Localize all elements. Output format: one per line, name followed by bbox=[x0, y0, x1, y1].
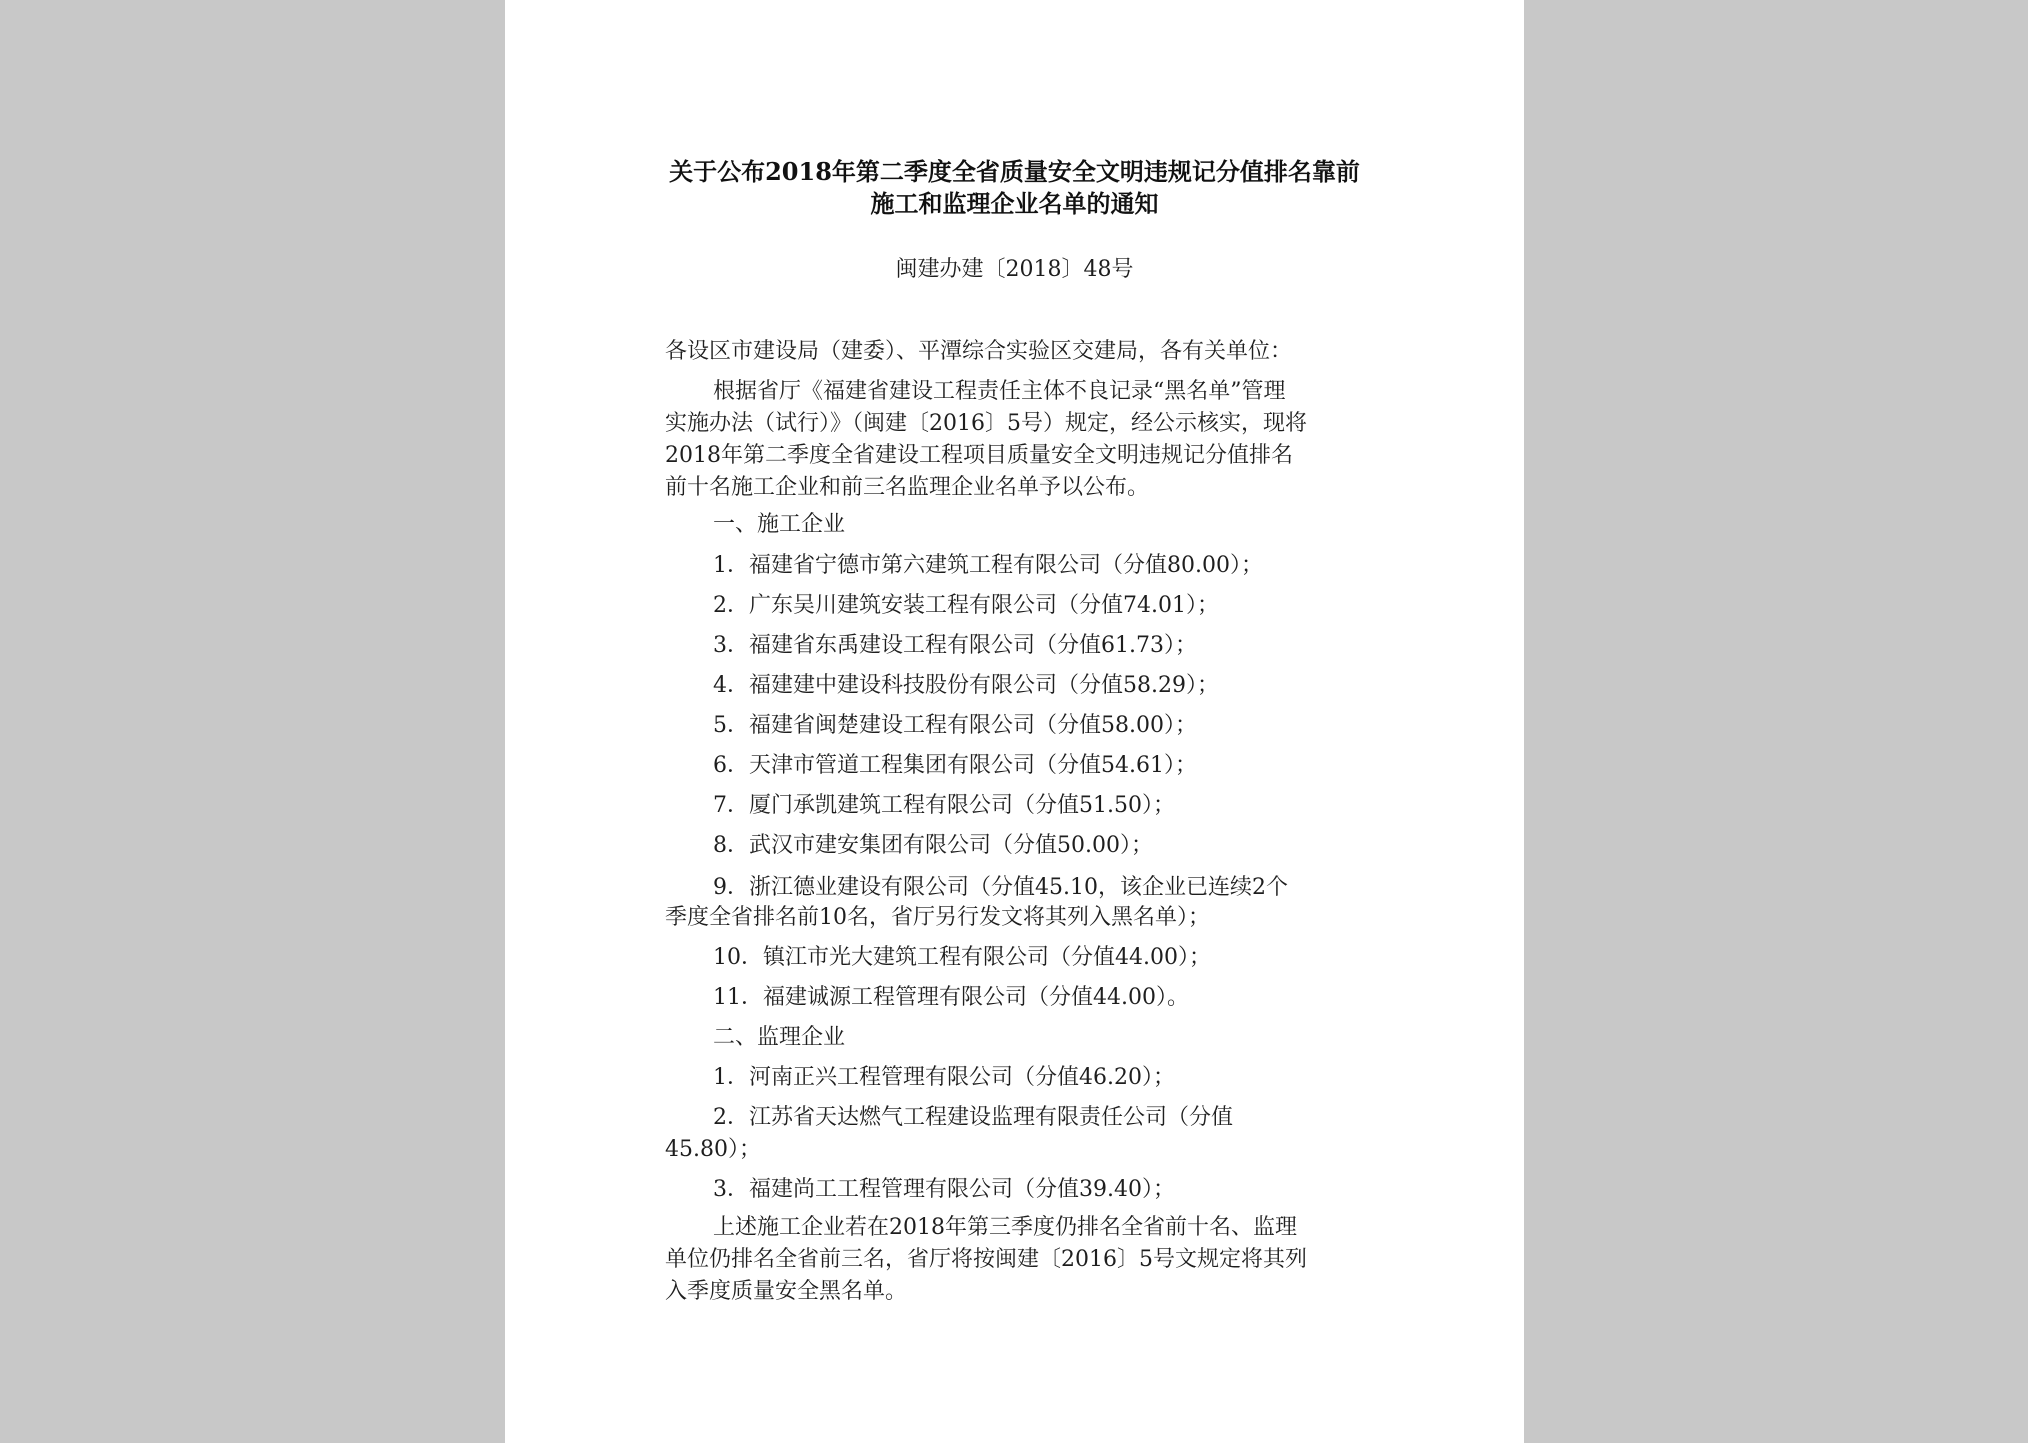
intro-line: 前十名施工企业和前三名监理企业名单予以公布。 bbox=[665, 475, 1150, 500]
list-item: 2．江苏省天达燃气工程建设监理有限责任公司（分值 bbox=[713, 1105, 1233, 1130]
document-number: 闽建办建〔2018〕48号 bbox=[895, 257, 1134, 282]
salutation: 各设区市建设局（建委）、平潭综合实验区交建局，各有关单位： bbox=[665, 339, 1293, 364]
section-heading-supervision: 二、监理企业 bbox=[713, 1025, 846, 1050]
list-item: 2．广东吴川建筑安装工程有限公司（分值74.01）； bbox=[713, 593, 1219, 618]
list-item: 8．武汉市建安集团有限公司（分值50.00）； bbox=[713, 833, 1153, 858]
closing-line: 单位仍排名全省前三名，省厅将按闽建〔2016〕5号文规定将其列 bbox=[665, 1247, 1307, 1272]
closing-line: 入季度质量安全黑名单。 bbox=[665, 1279, 908, 1304]
list-item: 5．福建省闽楚建设工程有限公司（分值58.00）； bbox=[713, 713, 1197, 738]
list-item: 6．天津市管道工程集团有限公司（分值54.61）； bbox=[713, 753, 1197, 778]
list-item: 4．福建建中建设科技股份有限公司（分值58.29）； bbox=[713, 673, 1219, 698]
list-item: 11．福建诚源工程管理有限公司（分值44.00）。 bbox=[713, 985, 1189, 1010]
list-item: 7．厦门承凯建筑工程有限公司（分值51.50）； bbox=[713, 793, 1175, 818]
list-item: 10．镇江市光大建筑工程有限公司（分值44.00）； bbox=[713, 945, 1211, 970]
list-item: 3．福建省东禹建设工程有限公司（分值61.73）； bbox=[713, 633, 1197, 658]
document-page bbox=[505, 0, 1524, 1443]
document-title-line-1: 关于公布2018年第二季度全省质量安全文明违规记分值排名靠前 bbox=[669, 157, 1360, 186]
section-heading-construction: 一、施工企业 bbox=[713, 512, 846, 537]
intro-line: 实施办法（试行）》（闽建〔2016〕5号）规定，经公示核实，现将 bbox=[665, 411, 1307, 436]
intro-line: 根据省厅《福建省建设工程责任主体不良记录“黑名单”管理 bbox=[713, 379, 1286, 404]
document-title-line-2: 施工和监理企业名单的通知 bbox=[870, 189, 1159, 218]
intro-line: 2018年第二季度全省建设工程项目质量安全文明违规记分值排名 bbox=[665, 443, 1293, 468]
list-item: 3．福建尚工工程管理有限公司（分值39.40）； bbox=[713, 1177, 1175, 1202]
list-item-continuation: 季度全省排名前10名，省厅另行发文将其列入黑名单）； bbox=[665, 905, 1210, 930]
list-item: 1．福建省宁德市第六建筑工程有限公司（分值80.00）； bbox=[713, 553, 1263, 578]
list-item: 1．河南正兴工程管理有限公司（分值46.20）； bbox=[713, 1065, 1175, 1090]
list-item-continuation: 45.80）； bbox=[665, 1137, 761, 1162]
list-item: 9．浙江德业建设有限公司（分值45.10，该企业已连续2个 bbox=[713, 875, 1288, 900]
closing-line: 上述施工企业若在2018年第三季度仍排名全省前十名、监理 bbox=[713, 1215, 1297, 1240]
